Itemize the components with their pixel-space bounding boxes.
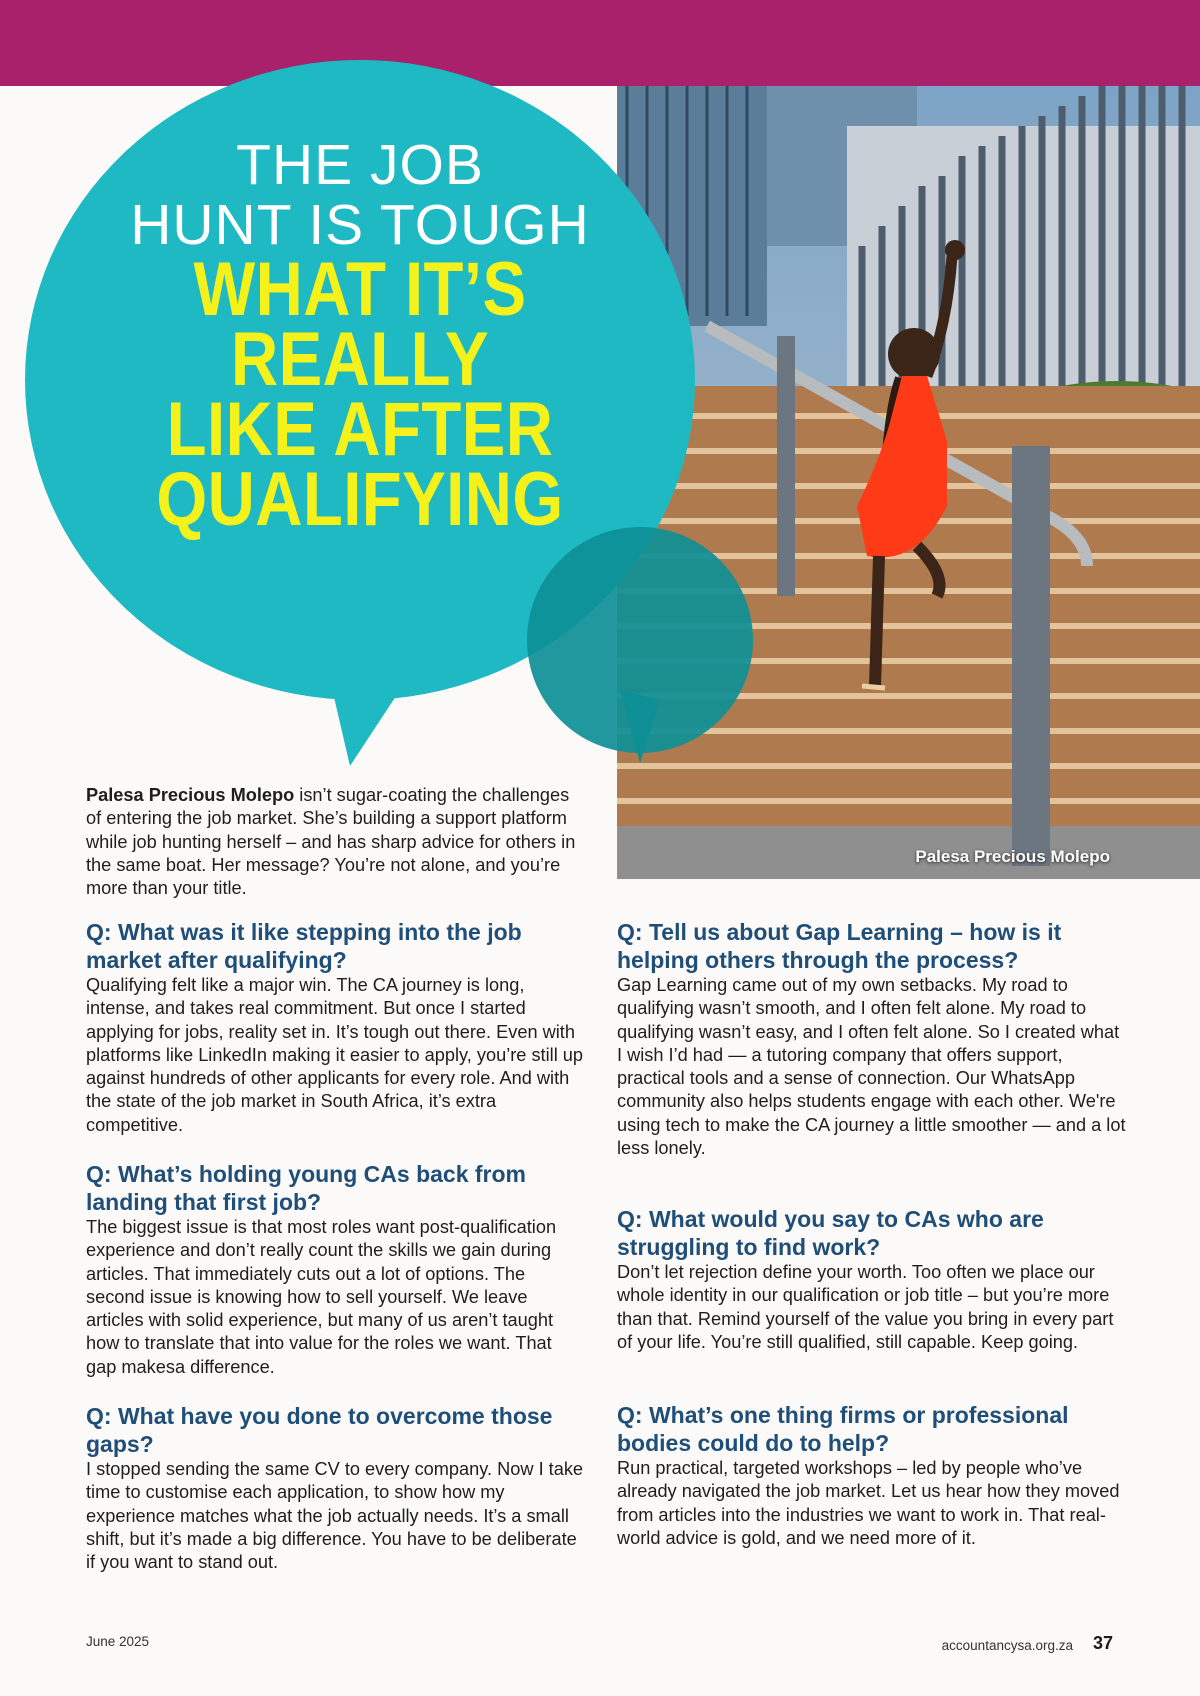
- question-heading: Q: What have you done to overcome those gaps?: [86, 1403, 553, 1457]
- question-heading: Q: What’s one thing firms or professional bodies could do to help?: [617, 1402, 1069, 1456]
- intro-paragraph: [86, 784, 586, 900]
- page-number: 37: [1093, 1633, 1114, 1653]
- headline-line-6: QUALIFYING: [156, 457, 564, 542]
- question-heading: Q: Tell us about Gap Learning – how is it helping others through the process?: [617, 919, 1062, 973]
- answer-text: Don’t let rejection define your worth. Too often we place our whole identity in our qualification or job title – but you’re more than that. Remind yourself of the value you bring in every part of your life. You’re still qualified, still capable. Keep going.: [617, 1262, 1114, 1352]
- intro-text: isn’t sugar-coating the challenges of entering the job market. She’s building a support platform while job hunting herself – and has sharp advice for others in the same boat. Her message? You’re not alone, and you’re more than your title.: [86, 785, 576, 899]
- headline-line-4: REALLY: [230, 317, 490, 402]
- headline-line-3: WHAT IT’S: [193, 247, 527, 332]
- answer-text: Gap Learning came out of my own setbacks. My road to qualifying wasn’t smooth, and I often felt alone. My road to qualifying wasn’t easy, and I often felt alone. So I created what I wish I’d had — a tutoring company that offers support, practical tools and a sense of connection. Our WhatsApp community also helps students engage with each other. We're using tech to make the CA journey a little smoother — and a lot less lonely.: [617, 975, 1126, 1159]
- question-heading: Q: What was it like stepping into the job market after qualifying?: [86, 919, 522, 973]
- qa-block-right-2: [617, 1205, 1127, 1354]
- answer-text: Run practical, targeted workshops – led by people who’ve already navigated the job market. Let us hear how they moved from articles into the industries we want to work in. That real-world advice is gold, and we need more of it.: [617, 1458, 1120, 1548]
- qa-block-right-1: [617, 918, 1127, 1160]
- photo-caption: Palesa Precious Molepo: [915, 847, 1110, 866]
- small-speech-bubble: [527, 527, 753, 753]
- headline-line-2: HUNT IS TOUGH: [130, 193, 590, 257]
- question-heading: Q: What’s holding young CAs back from landing that first job?: [86, 1161, 526, 1215]
- footer-website: accountancysa.org.za: [941, 1638, 1073, 1653]
- headline-line-1: THE JOB: [236, 133, 484, 197]
- headline: [60, 133, 660, 542]
- answer-text: I stopped sending the same CV to every company. Now I take time to customise each application, to show how my experience matches what the job actually needs. It’s a small shift, but it’s made a big difference. You have to be deliberate if you want to stand out.: [86, 1459, 584, 1573]
- headline-line-5: LIKE AFTER: [166, 387, 554, 472]
- qa-block-right-3: [617, 1401, 1127, 1550]
- intro-name: Palesa Precious Molepo: [86, 785, 295, 805]
- qa-block-left-1: [86, 918, 586, 1137]
- question-heading: Q: What would you say to CAs who are struggling to find work?: [617, 1206, 1044, 1260]
- qa-block-left-3: [86, 1402, 586, 1574]
- answer-text: The biggest issue is that most roles want post-qualification experience and don’t really count the skills we gain during articles. That immediately cuts out a lot of options. The second issue is knowing how to sell yourself. We leave articles with solid experience, but many of us aren’t taught how to translate that into value for the roles we want. That gap makesa difference.: [86, 1217, 557, 1377]
- qa-block-left-2: [86, 1160, 586, 1379]
- footer-date: June 2025: [86, 1634, 150, 1649]
- answer-text: Qualifying felt like a major win. The CA journey is long, intense, and takes real commitment. But once I started applying for jobs, reality set in. It’s tough out there. Even with platforms like LinkedIn making it easier to apply, you’re still up against hundreds of other applicants for every role. And with the state of the job market in South Africa, it’s extra competitive.: [86, 975, 584, 1135]
